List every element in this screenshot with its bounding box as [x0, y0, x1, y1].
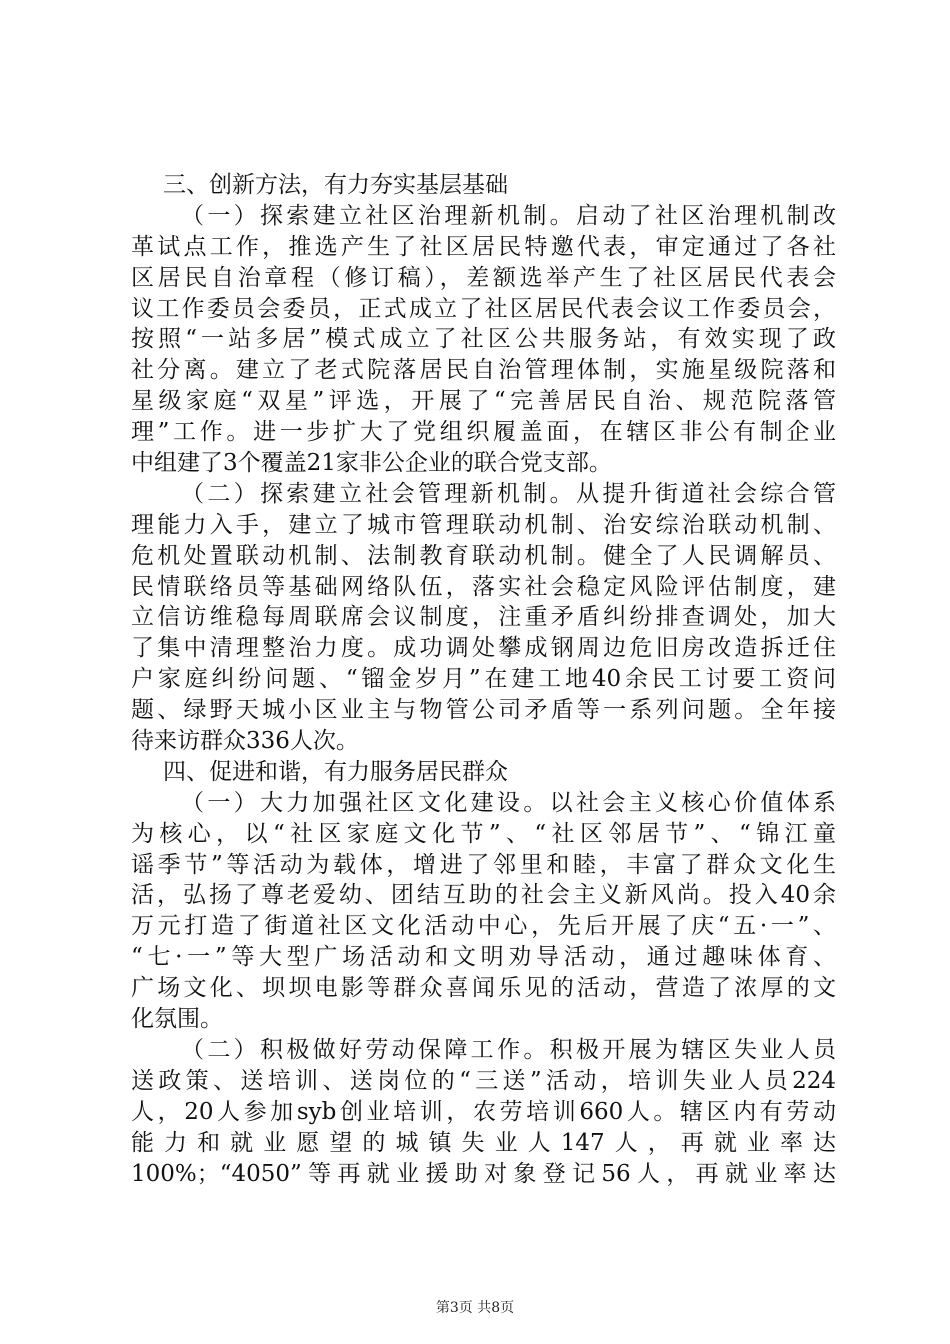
paragraph-line: 理能力入手，建立了城市管理联动机制、治安综治联动机制、: [131, 511, 836, 538]
paragraph-line: “七·一”等大型广场活动和文明劝导活动，通过趣味体育、: [131, 944, 836, 971]
paragraph-line: 了集中清理整治力度。成功调处攀成钢周边危旧房改造拆迁住: [131, 635, 836, 662]
paragraph-line: 按照“一站多居”模式成立了社区公共服务站，有效实现了政: [131, 326, 836, 353]
paragraph-line: 化氛围。: [131, 1006, 223, 1033]
paragraph-line: 议工作委员会委员，正式成立了社区居民代表会议工作委员会，: [131, 295, 836, 322]
section-heading-four: 四、促进和谐，有力服务居民群众: [163, 758, 508, 785]
paragraph-line: （一）大力加强社区文化建设。以社会主义核心价值体系: [181, 789, 836, 816]
paragraph-line: （二）探索建立社会管理新机制。从提升街道社会综合管: [181, 480, 836, 507]
paragraph-line: 革试点工作，推选产生了社区居民特邀代表，审定通过了各社: [131, 233, 836, 260]
paragraph-line: 社分离。建立了老式院落居民自治管理体制，实施星级院落和: [131, 357, 836, 384]
paragraph-line: 为核心，以“社区家庭文化节”、“社区邻居节”、“锦江童: [131, 820, 836, 847]
paragraph-line: 星级家庭“双星”评选，开展了“完善居民自治、规范院落管: [131, 388, 836, 415]
section-heading-three: 三、创新方法，有力夯实基层基础: [163, 172, 508, 198]
paragraph-line: 立信访维稳每周联席会议制度，注重矛盾纠纷排查调处，加大: [131, 604, 836, 631]
paragraph-line: 题、绿野天城小区业主与物管公司矛盾等一系列问题。全年接: [131, 697, 836, 724]
paragraph-line: 人，20人参加syb创业培训，农劳培训660人。辖区内有劳动: [131, 1098, 836, 1125]
paragraph-line: 谣季节”等活动为载体，增进了邻里和睦，丰富了群众文化生: [131, 851, 836, 878]
paragraph-line: 能力和就业愿望的城镇失业人147人，再就业率达: [131, 1129, 836, 1156]
page-footer: 第3页 共8页: [435, 1300, 515, 1316]
paragraph-line: 活，弘扬了尊老爱幼、团结互助的社会主义新风尚。投入40余: [131, 882, 836, 909]
paragraph-line: （二）积极做好劳动保障工作。积极开展为辖区失业人员: [181, 1036, 836, 1063]
paragraph-line: 100%；“4050”等再就业援助对象登记56人，再就业率达: [131, 1160, 836, 1187]
document-body: [131, 170, 836, 1189]
paragraph-line: 广场文化、坝坝电影等群众喜闻乐见的活动，营造了浓厚的文: [131, 975, 836, 1002]
paragraph-line: 待来访群众336人次。: [131, 728, 359, 755]
paragraph-line: 危机处置联动机制、法制教育联动机制。健全了人民调解员、: [131, 542, 836, 569]
paragraph-line: 理”工作。进一步扩大了党组织履盖面，在辖区非公有制企业: [131, 419, 836, 446]
paragraph-line: （一）探索建立社区治理新机制。启动了社区治理机制改: [181, 202, 836, 229]
paragraph-line: 民情联络员等基础网络队伍，落实社会稳定风险评估制度，建: [131, 573, 836, 600]
paragraph-line: 户家庭纠纷问题、“镏金岁月”在建工地40余民工讨要工资问: [131, 666, 836, 693]
paragraph-line: 送政策、送培训、送岗位的“三送”活动，培训失业人员224: [131, 1067, 836, 1094]
paragraph-line: 中组建了3个覆盖21家非公企业的联合党支部。: [131, 450, 612, 477]
paragraph-line: 万元打造了街道社区文化活动中心，先后开展了庆“五·一”、: [131, 913, 836, 940]
paragraph-line: 区居民自治章程（修订稿），差额选举产生了社区居民代表会: [131, 264, 836, 291]
